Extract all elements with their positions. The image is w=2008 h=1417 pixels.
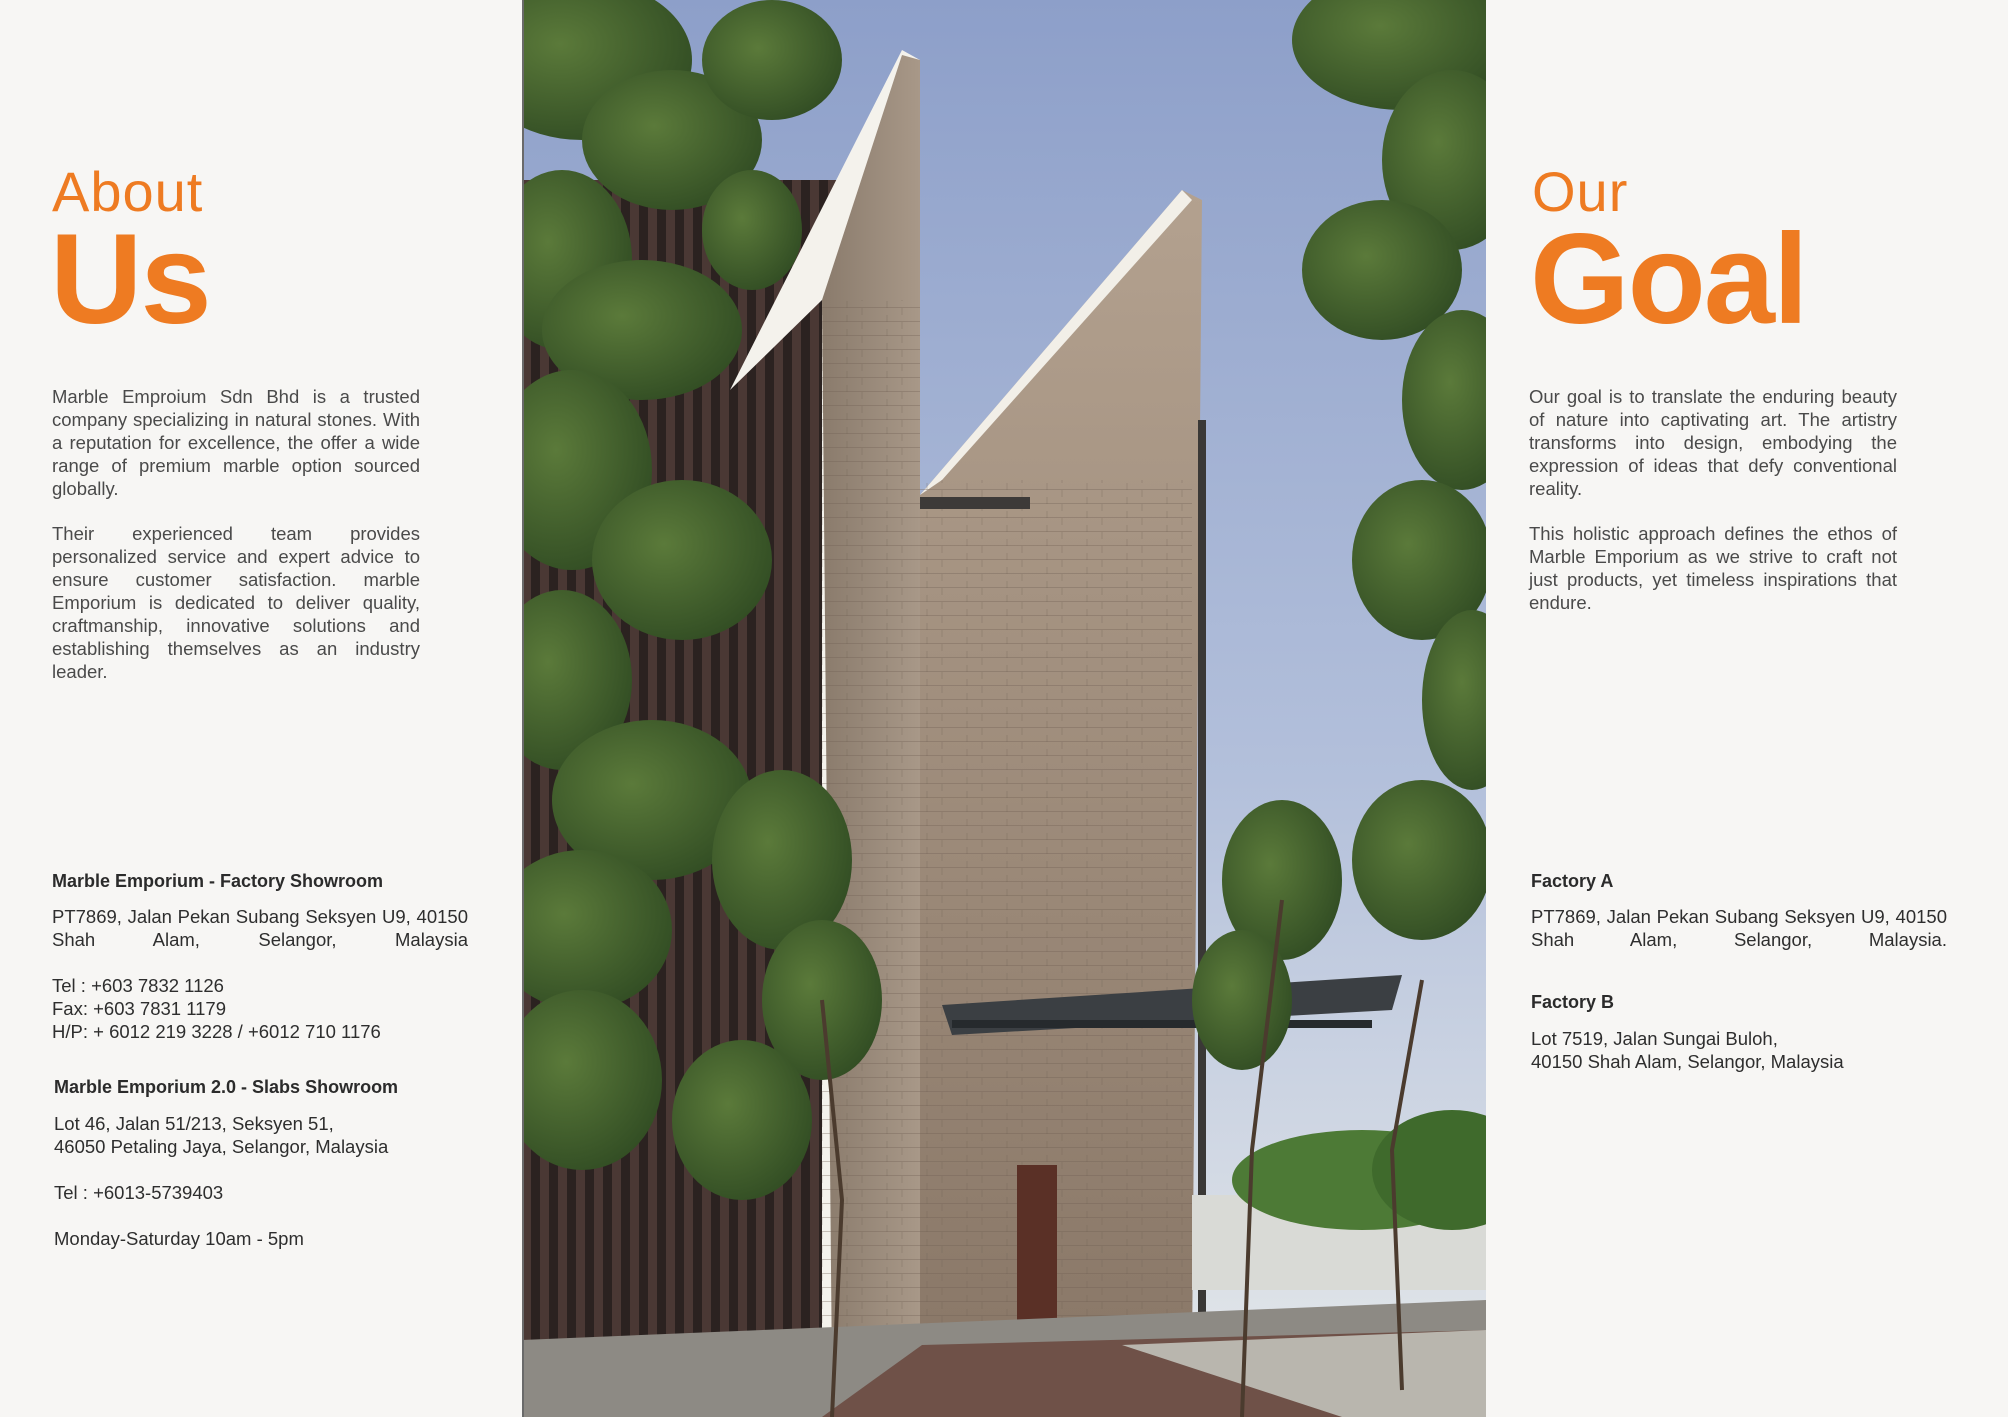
factory-b-address-line1: Lot 7519, Jalan Sungai Buloh, (1531, 1028, 1778, 1049)
factory-showroom-fax: Fax: +603 7831 1179 (52, 998, 227, 1019)
factory-a-address (1531, 905, 1947, 951)
factory-showroom-address-line1: PT7869, Jalan Pekan Subang Seksyen U9, (52, 906, 411, 927)
factory-showroom-contact (52, 974, 381, 1043)
about-title-big: Us (50, 208, 210, 351)
slabs-showroom-tel: Tel : +6013-5739403 (54, 1182, 224, 1203)
factory-a-address-line1: PT7869, Jalan Pekan Subang Seksyen U9, (1531, 906, 1890, 927)
factory-b-label: Factory B (1531, 992, 1615, 1012)
factory-showroom-address (52, 905, 468, 951)
factory-b-address (1531, 1027, 1844, 1073)
about-us-panel (0, 0, 522, 1417)
factory-showroom-tel: Tel : +603 7832 1126 (52, 975, 224, 996)
slabs-showroom-address-line1: Lot 46, Jalan 51/213, Seksyen 51, (54, 1113, 334, 1134)
about-paragraph-2: Their experienced team provides personalized service and expert advice to ensure customer satisfaction. marble Emporium is dedicated to deliver quality, craftmanship, innovative solutions and establishing themselves as an industry leader. (52, 523, 420, 682)
factory-b-address-line2: 40150 Shah Alam, Selangor, Malaysia (1531, 1051, 1844, 1072)
slabs-showroom-address (54, 1112, 388, 1158)
goal-title-big: Goal (1530, 208, 1807, 351)
factory-a-label: Factory A (1531, 871, 1614, 891)
building-photo (522, 0, 1486, 1417)
building-illustration (522, 0, 1486, 1417)
about-paragraph-1: Marble Emproium Sdn Bhd is a trusted company specializing in natural stones. With a reputation for excellence, the offer a wide range of premium marble option sourced globally. (52, 386, 420, 499)
factory-showroom-hp: H/P: + 6012 219 3228 / +6012 710 1176 (52, 1021, 381, 1042)
factory-a-address-line2: 40150 Shah Alam, Selangor, Malaysia. (1531, 906, 1947, 950)
slabs-showroom-address-line2: 46050 Petaling Jaya, Selangor, Malaysia (54, 1136, 389, 1157)
factory-showroom-address-line2: 40150 Shah Alam, Selangor, Malaysia (52, 906, 468, 950)
about-title-small: About (52, 160, 204, 223)
goal-paragraph-2: This holistic approach defines the ethos of Marble Emporium as we strive to craft not just products, yet timeless inspirations that endure. (1529, 523, 1897, 613)
goal-title-small: Our (1532, 160, 1629, 223)
factory-showroom-label: Marble Emporium - Factory Showroom (52, 871, 384, 891)
slabs-showroom-label: Marble Emporium 2.0 - Slabs Showroom (54, 1077, 399, 1097)
our-goal-panel (1486, 0, 2008, 1417)
goal-paragraph-1: Our goal is to translate the enduring beauty of nature into captivating art. The artistry transforms into design, embodying the expression of ideas that defy conventional reality. (1529, 386, 1897, 499)
slabs-showroom-hours: Monday-Saturday 10am - 5pm (54, 1228, 304, 1249)
